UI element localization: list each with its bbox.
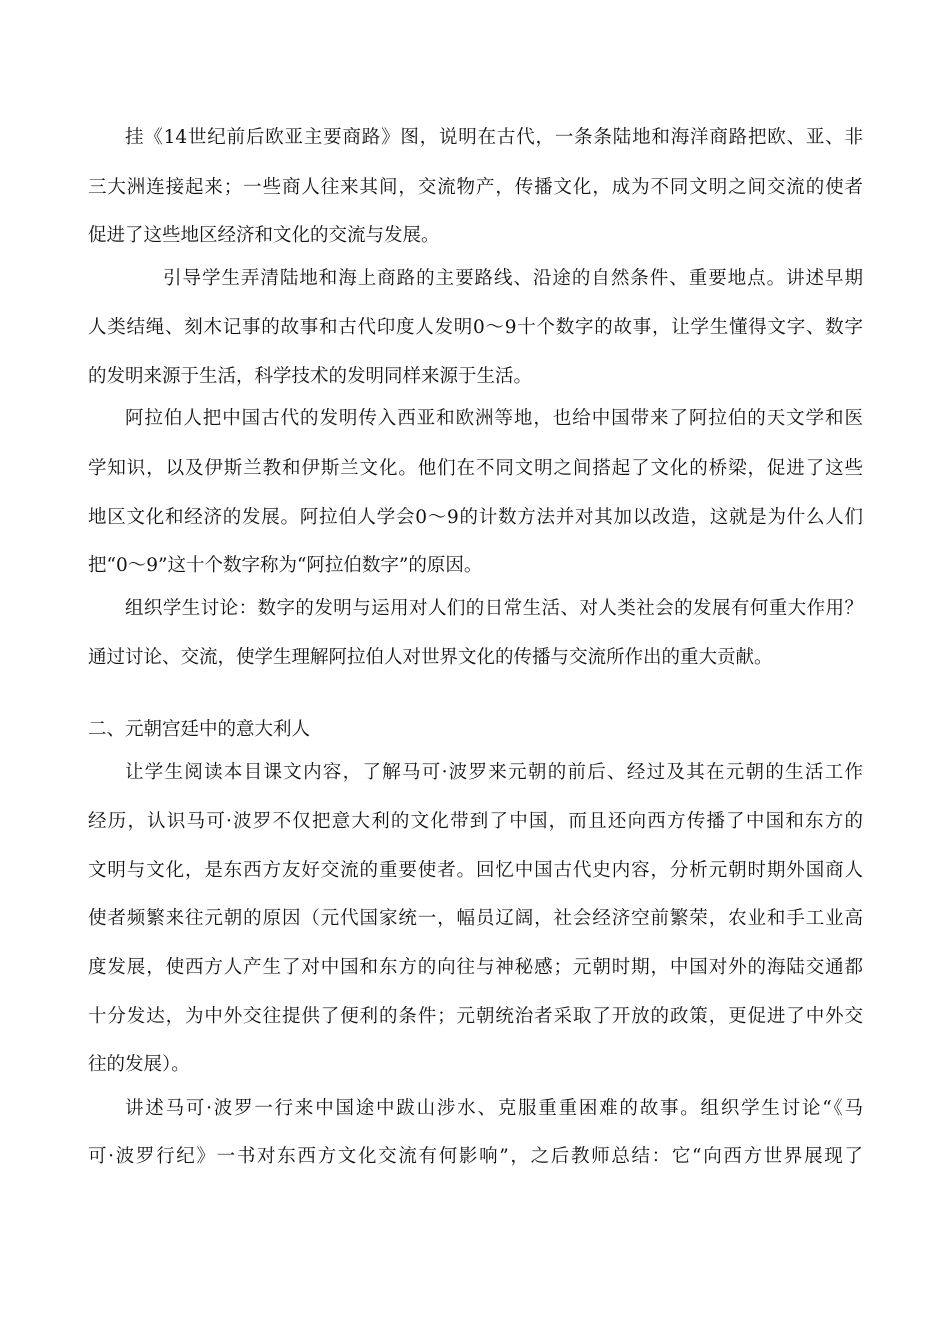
paragraph-line: 讲述马可·波罗一行来中国途中跋山涉水、克服重重困难的故事。组织学生讨论“《马 [125, 1098, 863, 1119]
paragraph-line: 可·波罗行纪》一书对东西方文化交流有何影响”，之后教师总结：它“向西方世界展现了 [88, 1146, 863, 1167]
paragraph-line: 三大洲连接起来；一些商人往来其间，交流物产，传播文化，成为不同文明之间交流的使者 [88, 177, 863, 198]
paragraph-line: 人类结绳、刻木记事的故事和古代印度人发明0～9十个数字的故事，让学生懂得文字、数字 [88, 317, 863, 338]
paragraph-line: 地区文化和经济的发展。阿拉伯人学会0～9的计数方法并对其加以改造，这就是为什么人们 [88, 507, 863, 528]
paragraph-line: 学知识，以及伊斯兰教和伊斯兰文化。他们在不同文明之间搭起了文化的桥梁，促进了这些 [88, 458, 863, 479]
paragraph-line: 往的发展）。 [88, 1054, 190, 1075]
paragraph-line: 促进了这些地区经济和文化的交流与发展。 [88, 225, 440, 246]
paragraph-line: 把“0～9”这十个数字称为“阿拉伯数字”的原因。 [88, 555, 483, 576]
paragraph-line: 组织学生讨论：数字的发明与运用对人们的日常生活、对人类社会的发展有何重大作用？ [125, 598, 863, 619]
paragraph-line: 经历，认识马可·波罗不仅把意大利的文化带到了中国，而且还向西方传播了中国和东方的 [88, 811, 863, 832]
paragraph-line: 引导学生弄清陆地和海上商路的主要路线、沿途的自然条件、重要地点。讲述早期 [163, 268, 863, 289]
paragraph-line: 阿拉伯人把中国古代的发明传入西亚和欧洲等地，也给中国带来了阿拉伯的天文学和医 [125, 408, 863, 429]
paragraph-line: 文明与文化，是东西方友好交流的重要使者。回忆中国古代史内容，分析元朝时期外国商人 [88, 860, 863, 881]
paragraph-line: 使者频繁来往元朝的原因（元代国家统一，幅员辽阔，社会经济空前繁荣，农业和手工业高 [88, 908, 863, 929]
paragraph-line: 十分发达，为中外交往提供了便利的条件；元朝统治者采取了开放的政策，更促进了中外交 [88, 1006, 863, 1027]
paragraph-line: 度发展，使西方人产生了对中国和东方的向往与神秘感；元朝时期，中国对外的海陆交通都 [88, 957, 863, 978]
paragraph-line: 挂《14世纪前后欧亚主要商路》图，说明在古代，一条条陆地和海洋商路把欧、亚、非 [125, 127, 863, 148]
paragraph-line: 让学生阅读本目课文内容，了解马可·波罗来元朝的前后、经过及其在元朝的生活工作 [125, 762, 863, 783]
paragraph-line: 通过讨论、交流，使学生理解阿拉伯人对世界文化的传播与交流所作出的重大贡献。 [88, 647, 773, 668]
section-heading: 二、元朝宫廷中的意大利人 [88, 719, 311, 740]
paragraph-line: 的发明来源于生活，科学技术的发明同样来源于生活。 [88, 366, 533, 387]
